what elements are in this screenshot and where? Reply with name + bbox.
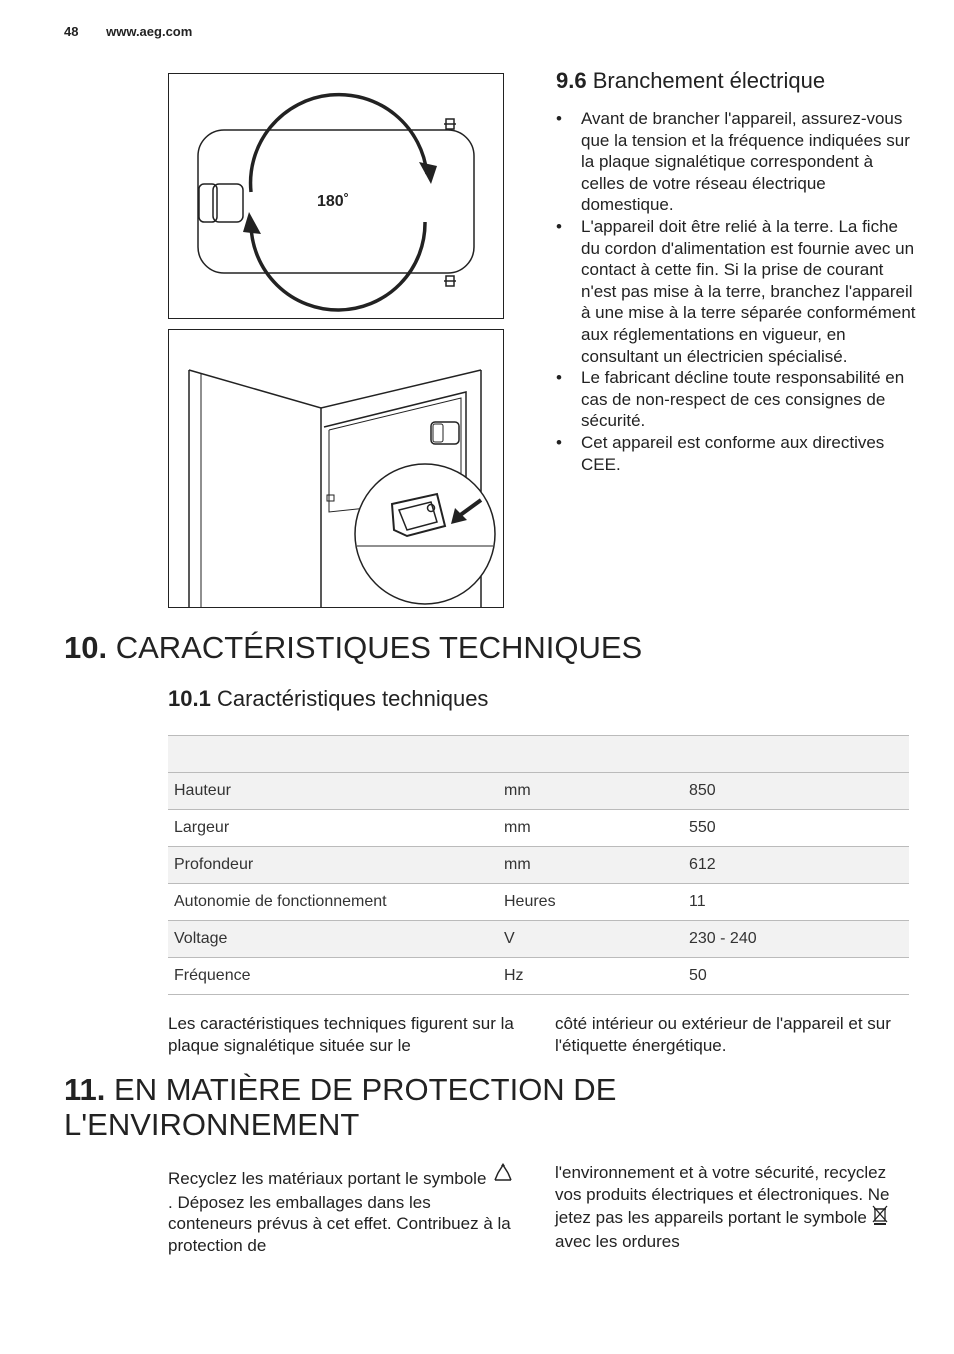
spec-label: Autonomie de fonctionnement [168, 884, 498, 921]
spec-label: Hauteur [168, 773, 498, 810]
spec-unit: mm [498, 847, 683, 884]
env-text-left [168, 1162, 518, 1256]
table-row [168, 884, 909, 921]
section-number: 10.1 [168, 686, 211, 711]
spec-unit: V [498, 921, 683, 958]
recycle-icon [491, 1162, 515, 1192]
section-title: EN MATIÈRE DE PROTECTION DE L'ENVIRONNEMENT [64, 1072, 617, 1142]
section-10-1-heading [168, 686, 488, 712]
technical-specs-table [168, 735, 909, 995]
env-text-right [555, 1162, 905, 1252]
spec-unit: Heures [498, 884, 683, 921]
site-url: www.aeg.com [106, 24, 193, 39]
rotation-angle-label: 180˚ [317, 193, 350, 210]
table-row [168, 847, 909, 884]
section-title: Branchement électrique [592, 68, 826, 93]
list-item: • Le fabricant décline toute responsabilité en cas de non-respect de ces consignes de sécurité. [556, 367, 916, 432]
table-row [168, 958, 909, 995]
spec-value: 550 [683, 810, 909, 847]
table-header-row [168, 736, 909, 773]
section-title: CARACTÉRISTIQUES TECHNIQUES [115, 630, 643, 665]
list-item: • Avant de brancher l'appareil, assurez-vous que la tension et la fréquence indiquées sur la plaque signalétique correspondent à celles de votre réseau électrique domestique. [556, 108, 916, 216]
spec-unit: Hz [498, 958, 683, 995]
door-rotation-figure [168, 73, 504, 319]
page-header [64, 24, 192, 39]
spec-unit: mm [498, 810, 683, 847]
spec-label: Fréquence [168, 958, 498, 995]
env-text-part: avec les ordures [555, 1231, 680, 1251]
door-rotation-illustration [169, 74, 503, 318]
list-item: • L'appareil doit être relié à la terre. La fiche du cordon d'alimentation est fournie avec un contact à cette fin. Si la prise de courant n'est pas mise à la terre, branchez l'appareil à une mise à la terre séparée conformément aux réglementations en vigueur, en consultant un électricien spécialisé. [556, 216, 916, 367]
env-text-part: Recyclez les matériaux portant le symbole [168, 1169, 487, 1188]
section-number: 9.6 [556, 68, 587, 93]
section-11-heading [64, 1072, 764, 1142]
table-row [168, 773, 909, 810]
spec-label: Largeur [168, 810, 498, 847]
tech-note-right: côté intérieur ou extérieur de l'appareil et sur l'étiquette énergétique. [555, 1014, 891, 1055]
page-number: 48 [64, 24, 79, 39]
spec-value: 612 [683, 847, 909, 884]
table-row [168, 810, 909, 847]
section-10-heading [64, 630, 642, 665]
spec-value: 230 - 240 [683, 921, 909, 958]
crossed-bin-icon [872, 1205, 888, 1231]
section-title: Caractéristiques techniques [216, 686, 489, 711]
section-number: 10. [64, 630, 108, 665]
env-text-part: . Déposez les emballages dans les conteneurs prévus à cet effet. Contribuez à la protection de [168, 1192, 511, 1255]
electrical-connection-list [556, 108, 916, 475]
tech-note-left: Les caractéristiques techniques figurent sur la plaque signalétique située sur le [168, 1014, 514, 1055]
list-item: • Cet appareil est conforme aux directives CEE. [556, 432, 916, 475]
spec-label: Profondeur [168, 847, 498, 884]
spec-value: 50 [683, 958, 909, 995]
appliance-detail-illustration [169, 330, 503, 607]
spec-unit: mm [498, 773, 683, 810]
section-number: 11. [64, 1072, 106, 1107]
spec-value: 11 [683, 884, 909, 921]
spec-value: 850 [683, 773, 909, 810]
table-row [168, 921, 909, 958]
env-text-part: l'environnement et à votre sécurité, recyclez vos produits électriques et électroniques. Ne jetez pas les appareils portant le symbole [555, 1163, 890, 1228]
spec-label: Voltage [168, 921, 498, 958]
section-9-6-heading [556, 68, 825, 94]
appliance-detail-figure [168, 329, 504, 608]
